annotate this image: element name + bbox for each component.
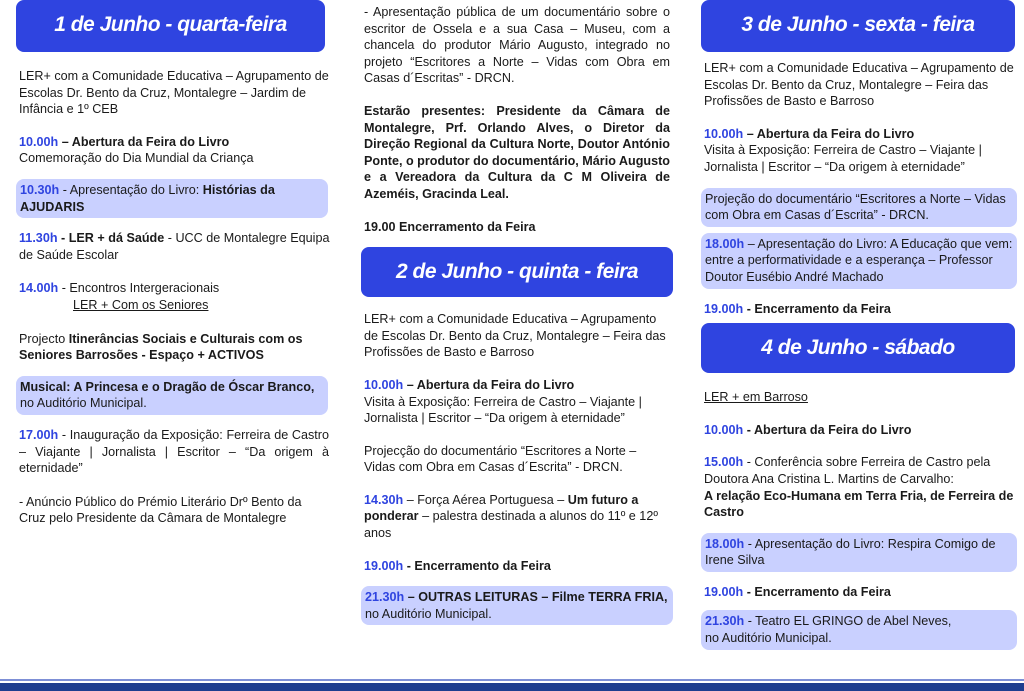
day1-event-exhibition bbox=[16, 427, 332, 477]
event-time: 21.30h bbox=[705, 614, 745, 629]
event-text: Visita à Exposição: Ferreira de Castro – Viajante | Jornalista | Escritor – “Da origem à eternidade” bbox=[704, 143, 982, 174]
day2-header: 2 de Junho - quinta - feira bbox=[361, 247, 673, 297]
event-text: - Conferência sobre Ferreira de Castro pela Doutora Ana Cristina L. Martins de Carvalho: bbox=[704, 455, 991, 486]
event-time: 19.00h bbox=[704, 301, 744, 316]
event-time: 19.00h bbox=[364, 558, 404, 573]
event-text: - Encontros Intergeracionais bbox=[58, 281, 220, 296]
day4-event-book bbox=[701, 533, 1017, 572]
day1-event-prize bbox=[16, 494, 334, 527]
event-text: – palestra destinada a alunos do 11º e 12º anos bbox=[364, 509, 658, 541]
day3-intro: LER+ com a Comunidade Educativa – Agrupamento de Escolas Dr. Bento da Cruz, Montalegre – Feira das Profissões de Basto e Barroso bbox=[704, 61, 1014, 109]
day3-event-documentary: Projeção do documentário “Escritores a Norte – Vidas com Obra em Casas d´Escrita” - DRCN. bbox=[701, 188, 1017, 227]
column-day1 bbox=[16, 0, 334, 527]
event-text: - Anúncio Público do Prémio Literário Drº Bento da Cruz pelo Presidente da Câmara de Montalegre bbox=[19, 494, 302, 526]
guests-note: Estarão presentes: Presidente da Câmara de Montalegre, Prf. Orlando Alves, o Diretor da Direção Regional da Cultura Norte, Doutor António Ponte, o produtor do documentário, Mário Augusto e a Vereadora da Cultura da C M Oliveira de Azeméis, Gracinda Leal. bbox=[364, 103, 670, 201]
documentary-note: - Apresentação pública de um documentário sobre o escritor de Ossela e a sua Casa – Museu, com a chancela do produtor Mário Augusto, integrado no projeto “Escritores a Norte – Vidas com Obra em Casas d´Escritas” - DRCN. bbox=[364, 5, 670, 86]
event-text: no Auditório Municipal. bbox=[20, 396, 147, 411]
event-time: 14.00h bbox=[19, 281, 59, 296]
event-text: – Apresentação do Livro: A Educação que vem: entre a performatividade e a esperança – Professor Doutor Eusébio André Machado bbox=[705, 236, 1013, 284]
day4-event-conference bbox=[701, 454, 1017, 520]
event-text: – Força Aérea Portuguesa – bbox=[403, 492, 568, 507]
event-title: Musical: A Princesa e o Dragão de Óscar Branco, bbox=[20, 379, 315, 394]
day1-event-seniors bbox=[16, 280, 334, 313]
bottom-stripe-dark bbox=[0, 683, 1024, 691]
event-title: Um futuro a ponderar bbox=[364, 492, 639, 524]
bottom-band bbox=[0, 679, 1024, 691]
event-title: – Abertura da Feira do Livro bbox=[58, 134, 230, 149]
event-time: 21.30h bbox=[365, 590, 405, 605]
event-text: - Teatro EL GRINGO de Abel Neves, bbox=[744, 614, 952, 629]
event-title: A relação Eco-Humana em Terra Fria, de Ferreira de Castro bbox=[704, 488, 1014, 520]
event-time: 10.00h bbox=[364, 377, 404, 392]
event-title: – Abertura da Feira do Livro bbox=[743, 126, 915, 141]
event-text: - Apresentação do Livro: bbox=[59, 182, 203, 197]
day2-event-opening bbox=[361, 377, 673, 427]
day2-event-film bbox=[361, 586, 673, 625]
event-time: 14.30h bbox=[364, 492, 404, 507]
event-text: no Auditório Municipal. bbox=[705, 631, 832, 646]
day4-intro: LER + em Barroso bbox=[704, 390, 808, 405]
closing-note: 19.00 Encerramento da Feira bbox=[364, 219, 536, 234]
day3-header: 3 de Junho - sexta - feira bbox=[701, 0, 1015, 52]
day3-event-opening bbox=[701, 126, 1017, 176]
day4-event-theatre bbox=[701, 610, 1017, 649]
event-time: 11.30h bbox=[19, 231, 58, 246]
event-time: 15.00h bbox=[704, 455, 744, 470]
day1-event-health bbox=[16, 230, 334, 263]
day1-event-book bbox=[16, 179, 328, 218]
event-title: - Encerramento da Feira bbox=[403, 558, 551, 573]
event-time: 18.00h bbox=[705, 536, 745, 551]
day3-event-closing bbox=[701, 301, 1017, 318]
day2-event-closing bbox=[361, 558, 673, 575]
day1-event-musical bbox=[16, 376, 328, 415]
event-text: Projecto bbox=[19, 331, 69, 346]
day2-event-documentary: Projecção do documentário “Escritores a Norte – Vidas com Obra em Casas d´Escrita” - DRCN. bbox=[364, 443, 637, 475]
event-title: – Abertura da Feira do Livro bbox=[403, 377, 575, 392]
event-time: 17.00h bbox=[19, 427, 59, 442]
event-time: 19.00h bbox=[704, 584, 744, 599]
day4-event-opening bbox=[701, 422, 1017, 439]
event-time: 18.00h bbox=[705, 236, 745, 251]
event-title: - Encerramento da Feira bbox=[743, 584, 891, 599]
event-title: – OUTRAS LEITURAS – Filme TERRA FRIA, bbox=[404, 590, 668, 605]
event-text: no Auditório Municipal. bbox=[365, 606, 492, 621]
event-title: Histórias da AJUDARIS bbox=[20, 182, 275, 214]
day3-event-book bbox=[701, 233, 1017, 289]
event-text: - Apresentação do Livro: Respira Comigo de Irene Silva bbox=[705, 536, 996, 568]
day1-header: 1 de Junho - quarta-feira bbox=[16, 0, 325, 52]
day1-intro: LER+ com a Comunidade Educativa – Agrupamento de Escolas Dr. Bento da Cruz, Montalegre – Jardim de Infância e 1º CEB bbox=[19, 69, 329, 117]
event-text: - UCC de Montalegre Equipa de Saúde Escolar bbox=[19, 231, 330, 262]
event-title: - Encerramento da Feira bbox=[743, 301, 891, 316]
event-title: - Abertura da Feira do Livro bbox=[743, 422, 912, 437]
event-sub: LER + Com os Seniores bbox=[73, 297, 209, 312]
event-time: 10.00h bbox=[19, 134, 59, 149]
event-text: Visita à Exposição: Ferreira de Castro – Viajante | Jornalista | Escritor – “Da origem à eternidade” bbox=[364, 394, 642, 426]
event-title: - LER + dá Saúde bbox=[57, 231, 165, 246]
column-day2 bbox=[361, 0, 673, 625]
event-time: 10.30h bbox=[20, 182, 60, 197]
column-day3-4 bbox=[701, 0, 1017, 650]
event-text: Comemoração do Dia Mundial da Criança bbox=[19, 151, 254, 166]
day1-event-opening bbox=[16, 134, 334, 167]
day2-intro: LER+ com a Comunidade Educativa – Agrupamento de Escolas Dr. Bento da Cruz, Montalegre – Feira das Profissões de Basto e Barroso bbox=[364, 312, 666, 360]
bottom-stripe-light bbox=[0, 679, 1024, 681]
day2-event-airforce bbox=[361, 492, 673, 542]
day4-header: 4 de Junho - sábado bbox=[701, 323, 1015, 373]
day1-event-project bbox=[16, 331, 334, 364]
event-time: 10.00h bbox=[704, 126, 744, 141]
event-text: - Inauguração da Exposição: Ferreira de Castro – Viajante | Jornalista | Escritor – “Da origem à eternidade” bbox=[19, 427, 329, 476]
event-time: 10.00h bbox=[704, 422, 744, 437]
event-title: Itinerâncias Sociais e Culturais com os Seniores Barrosões - Espaço + ACTIVOS bbox=[19, 331, 303, 363]
day4-event-closing bbox=[701, 584, 1017, 601]
